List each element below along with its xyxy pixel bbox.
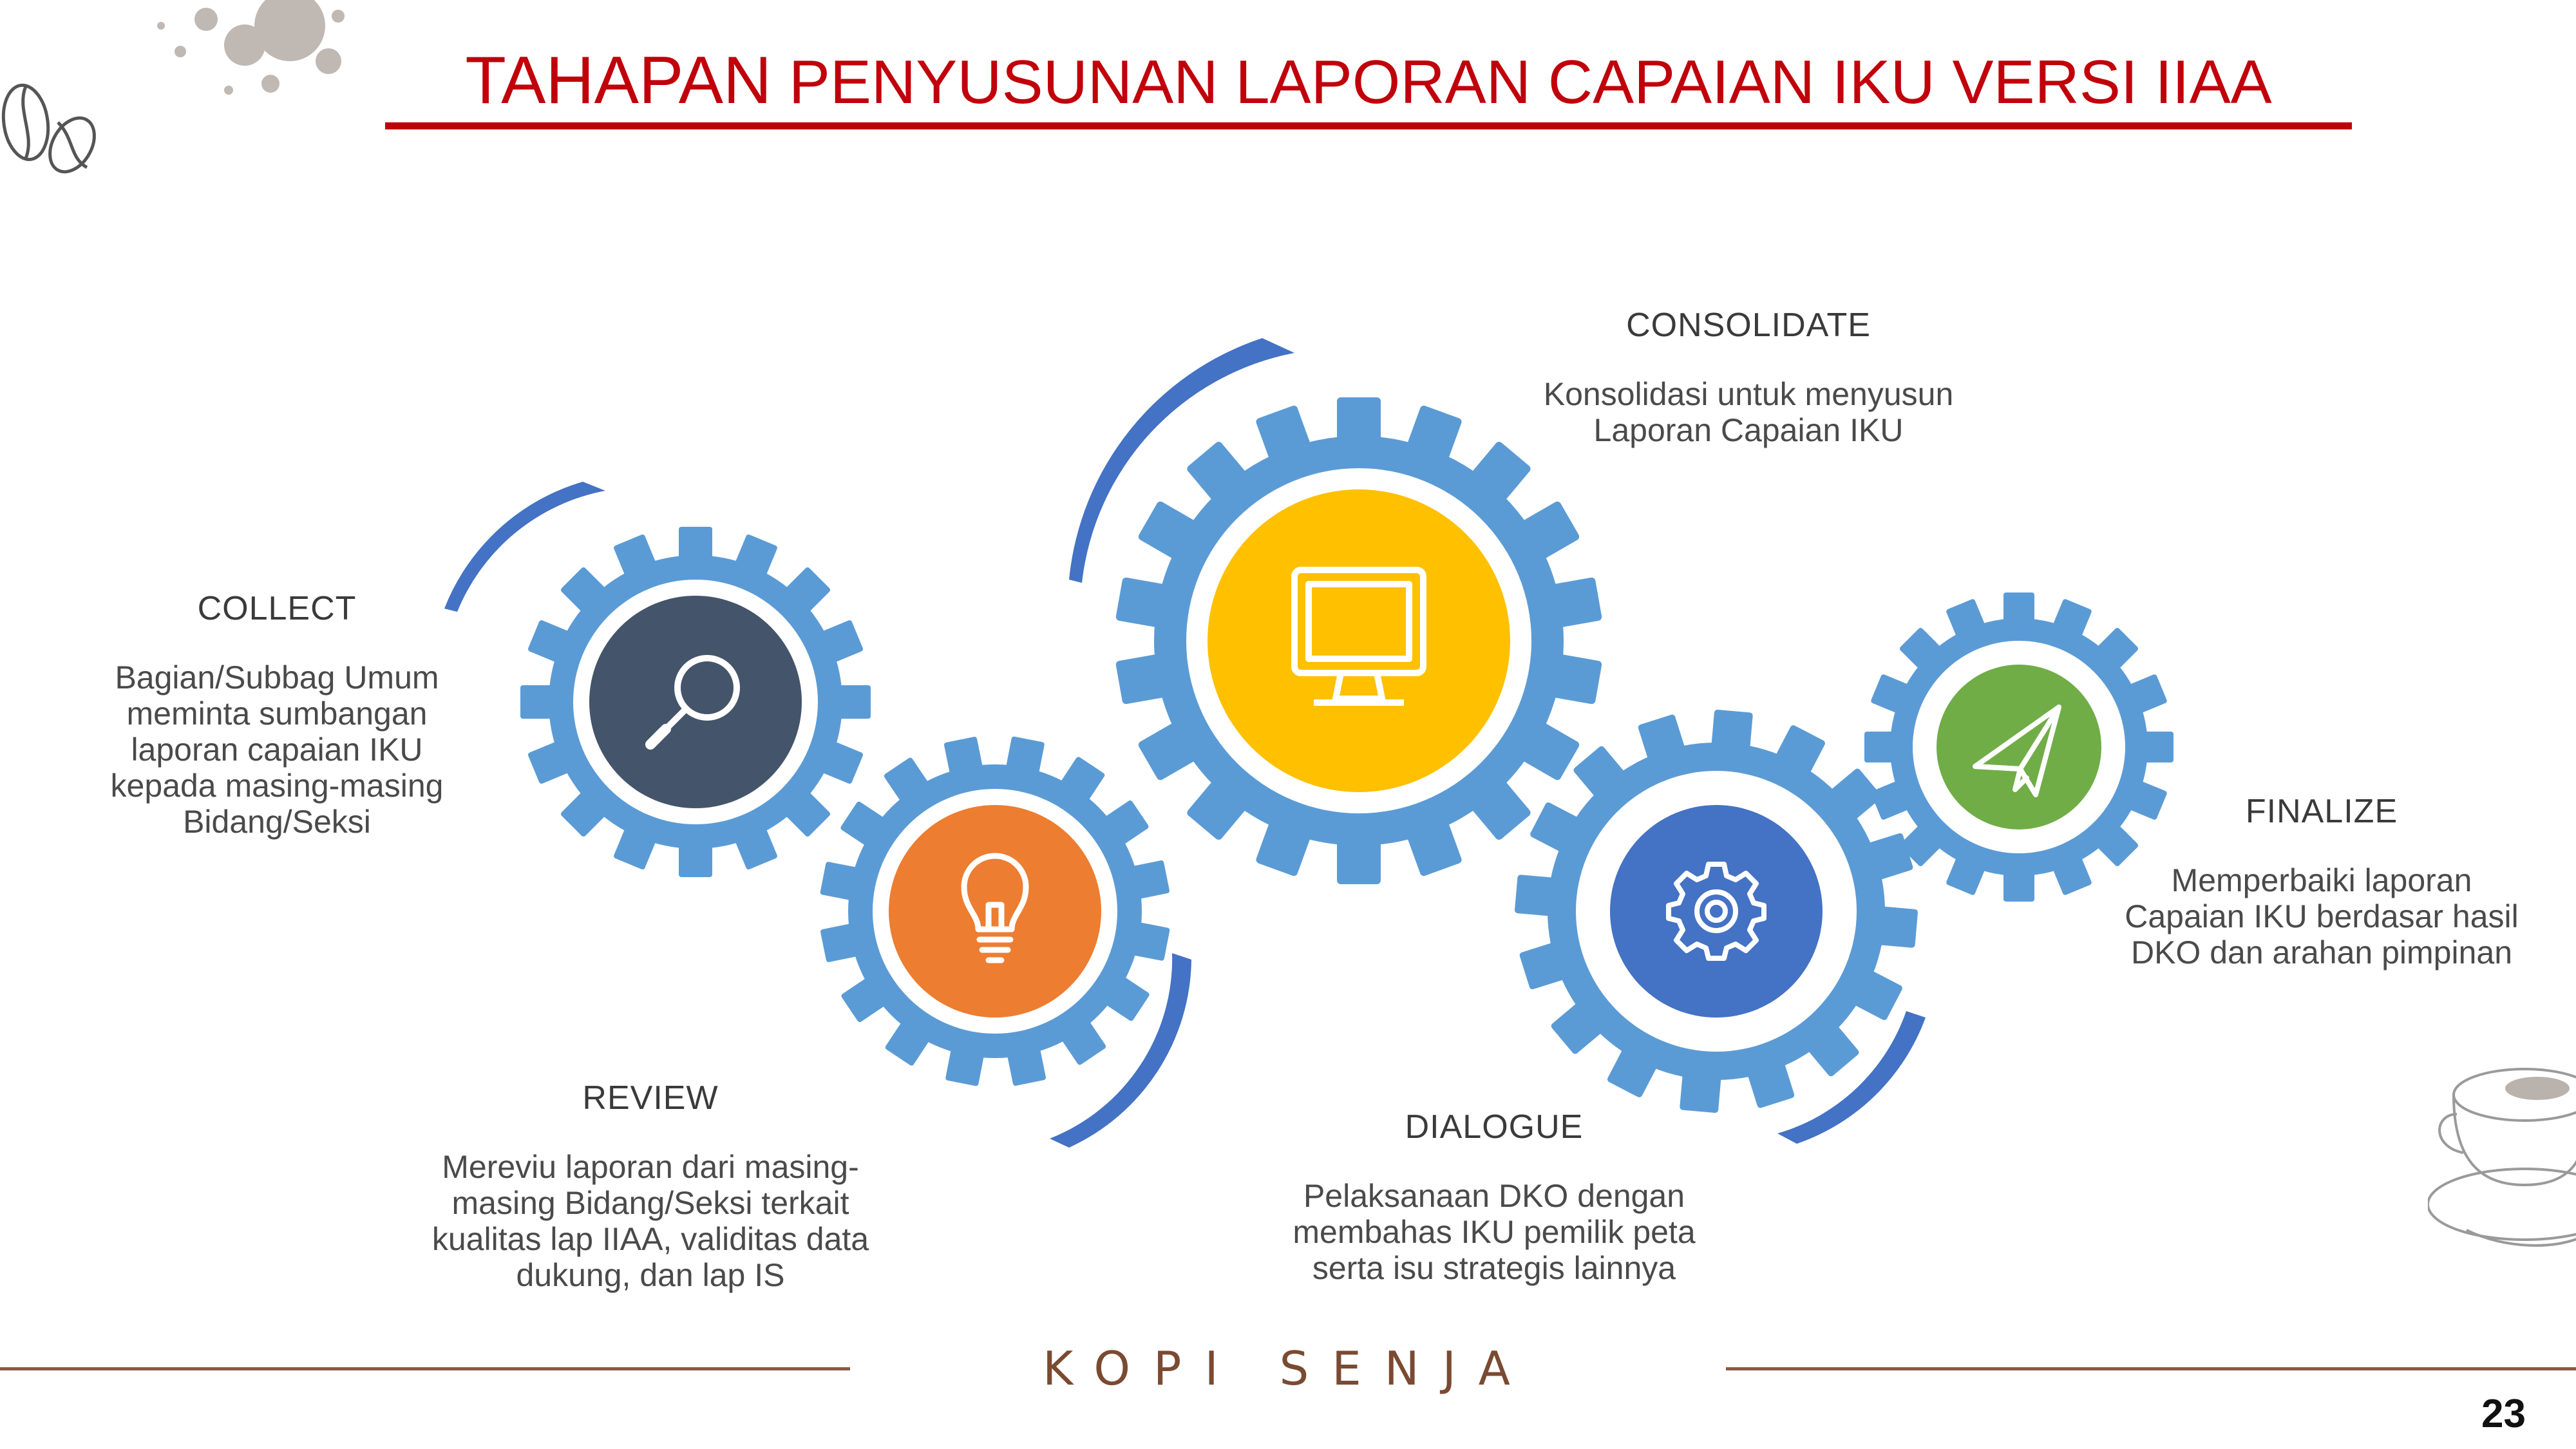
gear-review (820, 736, 1170, 1086)
title-rest: PENYUSUNAN LAPORAN CAPAIAN IKU VERSI IIAA (772, 48, 2272, 117)
stage-dialogue-description: Pelaksanaan DKO dengan membahas IKU pemilik peta serta isu strategis lainnya (1293, 1178, 1696, 1286)
stage-review-title: REVIEW (582, 1079, 719, 1117)
stage-review (415, 1075, 886, 1293)
gear-dialogue (1515, 710, 1918, 1113)
stage-collect (77, 586, 477, 840)
stage-collect-description: Bagian/Subbag Umum meminta sumbangan laporan capaian IKU kepada masing-masing Bidang/Seksi (110, 659, 444, 840)
page-number: 23 (2481, 1392, 2526, 1436)
stage-finalize (2112, 789, 2531, 971)
stage-dialogue (1262, 1104, 1726, 1286)
gear-collect (520, 527, 871, 877)
stage-consolidate-title: CONSOLIDATE (1626, 307, 1871, 344)
title-lead: TAHAPAN (465, 43, 772, 118)
footer-brand: KOPI SENJA (1043, 1341, 1533, 1396)
stage-finalize-description: Memperbaiki laporan Capaian IKU berdasar hasil DKO dan arahan pimpinan (2125, 862, 2519, 971)
footer-line-right (1726, 1367, 2576, 1370)
stage-consolidate-description: Konsolidasi untuk menyusun Laporan Capaian IKU (1543, 376, 1954, 448)
footer-line-left (0, 1367, 850, 1370)
stage-consolidate (1520, 303, 1977, 448)
stage-finalize-title: FINALIZE (2245, 793, 2398, 830)
stage-collect-title: COLLECT (197, 590, 357, 627)
stage-review-description: Mereviu laporan dari masing-masing Bidang/Seksi terkait kualitas lap IIAA, validitas data dukung, dan lap IS (431, 1149, 869, 1293)
stage-dialogue-title: DIALOGUE (1405, 1108, 1584, 1146)
gear-consolidate (1115, 397, 1602, 884)
